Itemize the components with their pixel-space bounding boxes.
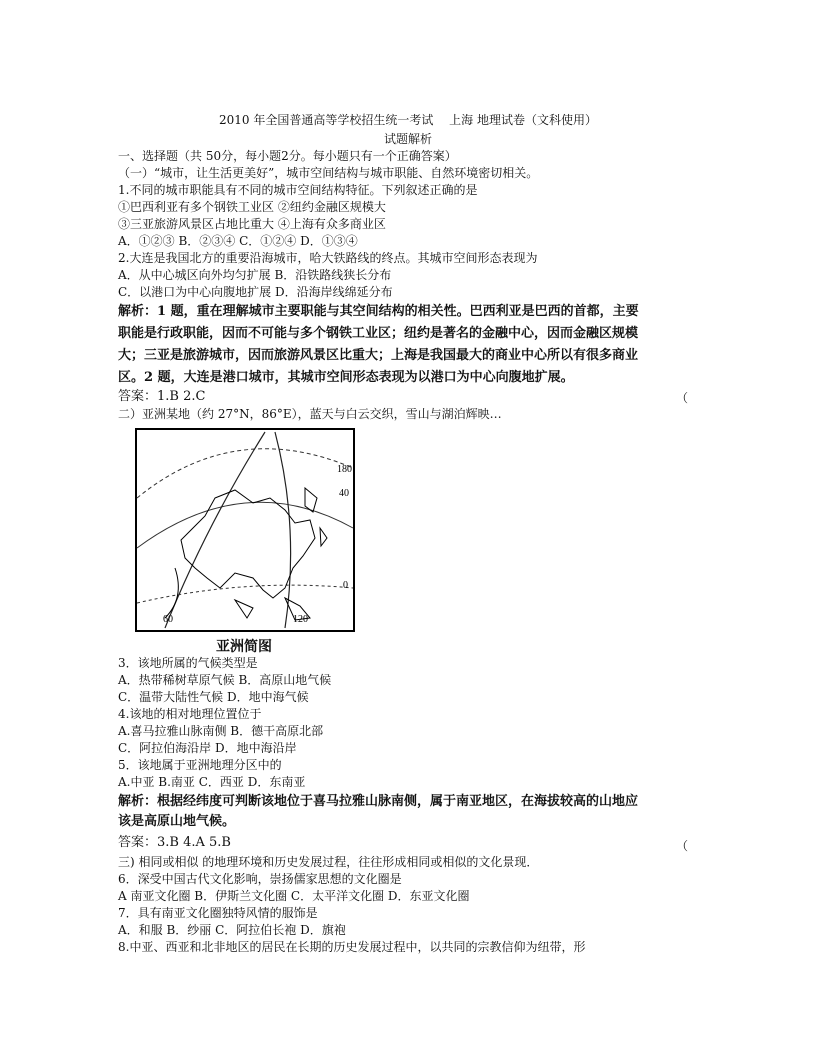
text-line: 8.中亚、西亚和北非地区的居民在长期的历史发展过程中，以共同的宗教信仰为纽带，形: [118, 940, 586, 954]
answer-line: 答案：1.B 2.C: [118, 389, 206, 404]
map-caption: 亚洲简图: [216, 639, 272, 655]
section-heading: 二）亚洲某地（约 27°N，86°E），蓝天与白云交织，雪山与湖泊辉映…: [118, 407, 502, 421]
analysis-line: 大；三亚是旅游城市，因而旅游风景区比重大；上海是我国最大的商业中心所以有很多商业: [118, 348, 639, 363]
text-line: A.喜马拉雅山脉南侧 B．德干高原北部: [118, 724, 324, 738]
analysis-line: 解析：1 题，重在理解城市主要职能与其空间结构的相关性。巴西利亚是巴西的首都，主要: [118, 304, 639, 319]
map-label-120: 120: [293, 614, 308, 625]
asia-map: [135, 428, 355, 632]
map-label-0: 0: [343, 580, 348, 591]
text-line: 一、选择题（共 50分，每小题2分。每小题只有一个正确答案）: [118, 149, 457, 163]
map-label-60: 60: [163, 614, 173, 625]
text-line: A．从中心城区向外均匀扩展 B．沿铁路线狭长分布: [118, 268, 392, 282]
analysis-line: 解析：根据经纬度可判断该地位于喜马拉雅山脉南侧，属于南亚地区，在海拔较高的山地应: [118, 794, 639, 809]
text-line: ①巴西利亚有多个钢铁工业区 ②纽约金融区规模大: [118, 200, 386, 214]
map-label-40: 40: [339, 488, 349, 499]
text-line: 5．该地属于亚洲地理分区中的: [118, 758, 282, 772]
paren-mark: （: [676, 391, 689, 405]
exam-subtitle: 试题解析: [383, 132, 432, 146]
analysis-line: 区。2 题，大连是港口城市，其城市空间形态表现为以港口为中心向腹地扩展。: [118, 370, 574, 385]
text-line: 6．深受中国古代文化影响，崇扬儒家思想的文化圈是: [118, 872, 402, 886]
text-line: A．和服 B．纱丽 C．阿拉伯长袍 D．旗袍: [118, 923, 346, 937]
text-line: ③三亚旅游风景区占地比重大 ④上海有众多商业区: [118, 217, 386, 231]
text-line: 7．具有南亚文化圈独特风情的服饰是: [118, 906, 318, 920]
text-line: （一）“城市，让生活更美好”，城市空间结构与城市职能、自然环境密切相关。: [118, 166, 539, 180]
exam-title: 2010 年全国普通高等学校招生统一考试 上海 地理试卷（文科使用）: [219, 113, 597, 127]
text-line: 3．该地所属的气候类型是: [118, 656, 258, 670]
text-line: C．温带大陆性气候 D．地中海气候: [118, 690, 309, 704]
text-line: 1.不同的城市职能具有不同的城市空间结构特征。下列叙述正确的是: [118, 183, 478, 197]
analysis-line: 职能是行政职能，因而不可能与多个钢铁工业区；纽约是著名的金融中心，因而金融区规模: [118, 326, 639, 341]
text-line: A 南亚文化圈 B．伊斯兰文化圈 C．太平洋文化圈 D．东亚文化圈: [118, 889, 470, 903]
answer-line: 答案：3.B 4.A 5.B: [118, 835, 231, 850]
text-line: A.中亚 B.南亚 C．西亚 D．东南亚: [118, 775, 306, 789]
text-line: A．热带稀树草原气候 B．高原山地气候: [118, 673, 332, 687]
analysis-line: 该是高原山地气候。: [118, 814, 236, 829]
map-label-180: 180: [337, 464, 352, 475]
text-line: A．①②③ B．②③④ C．①②④ D．①③④: [118, 234, 358, 248]
text-line: C．以港口为中心向腹地扩展 D．沿海岸线绵延分布: [118, 285, 393, 299]
text-line: 4.该地的相对地理位置位于: [118, 707, 262, 721]
text-line: 2.大连是我国北方的重要沿海城市，哈大铁路线的终点。其城市空间形态表现为: [118, 251, 538, 265]
text-line: 三) 相同或相似 的地理环境和历史发展过程，往往形成相同或相似的文化景现．: [118, 855, 539, 869]
paren-mark: （: [676, 839, 689, 853]
text-line: C．阿拉伯海沿岸 D．地中海沿岸: [118, 741, 297, 755]
